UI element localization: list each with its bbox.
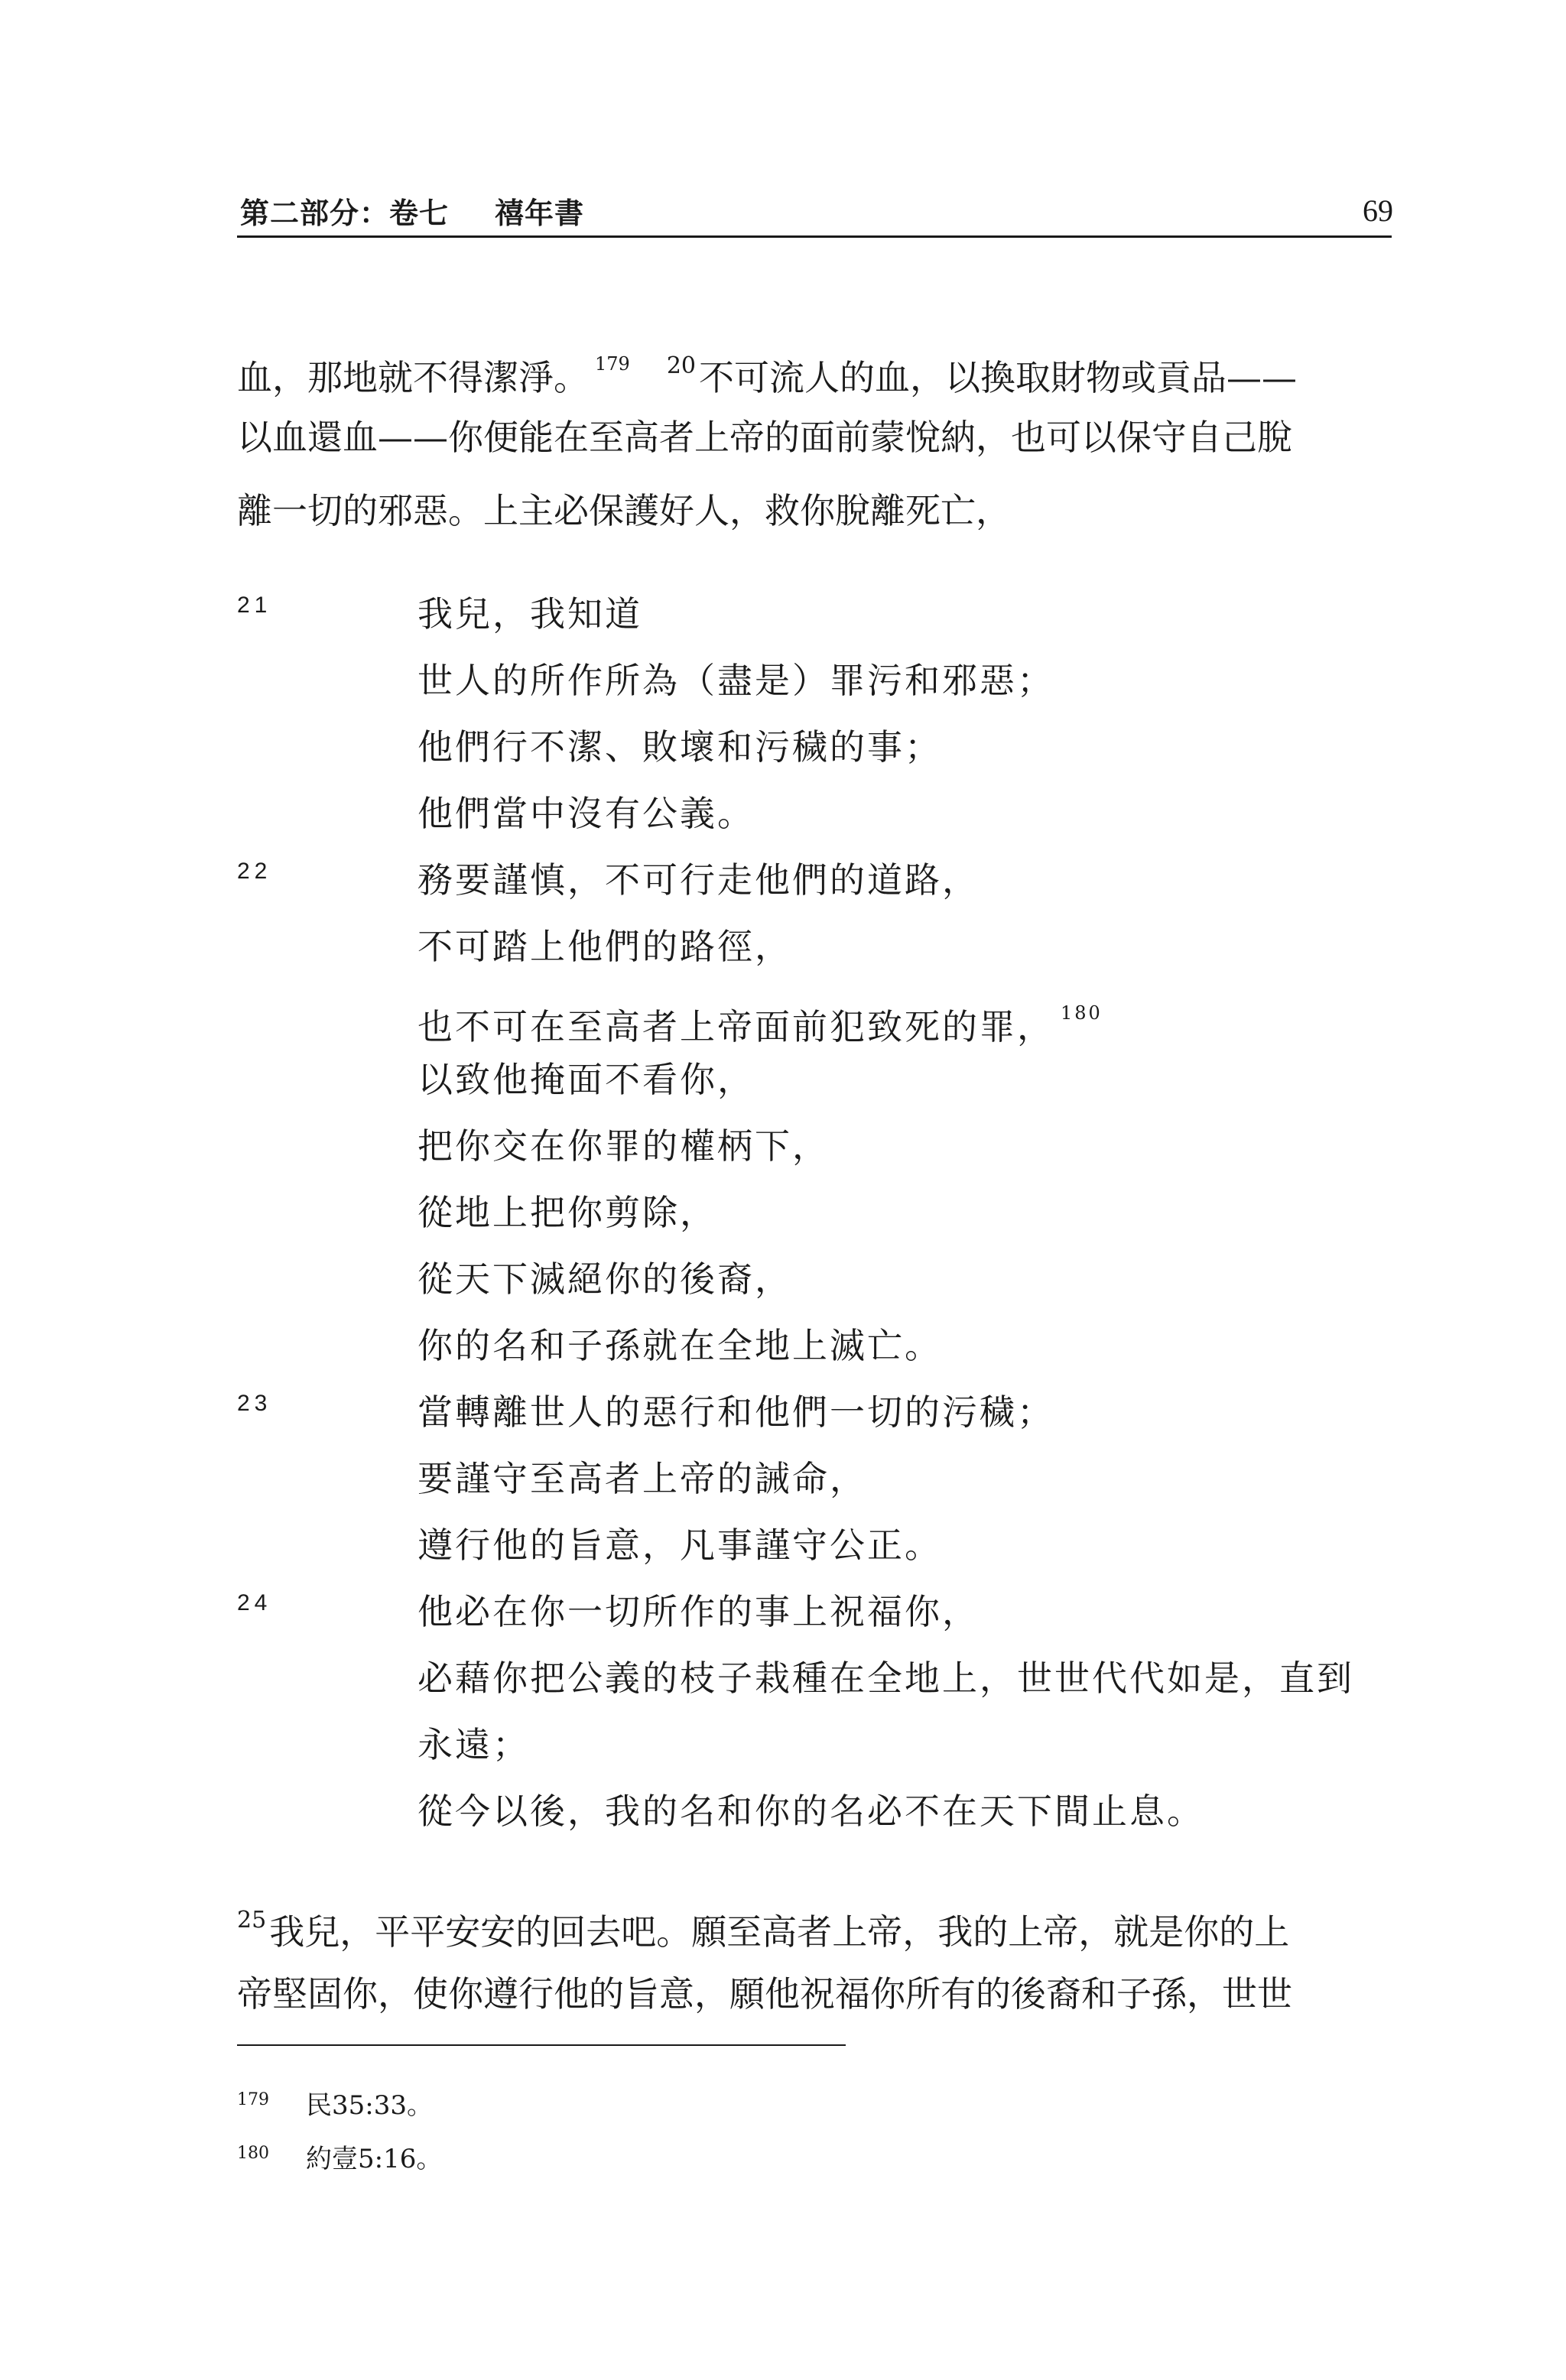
footnote-text: 民35:33。 xyxy=(306,2090,433,2121)
header-title xyxy=(240,190,584,232)
page-number: 69 xyxy=(1363,193,1393,228)
poem-line: 從天下滅絕你的後裔， xyxy=(417,1258,792,1300)
header-rule xyxy=(237,235,1392,238)
poem-line: 24 他必在你一切所作的事上祝福你， xyxy=(237,1579,1392,1645)
footnote-rule xyxy=(237,2044,846,2046)
poem-line: 23 當轉離世人的惡行和他們一切的污穢； xyxy=(237,1379,1392,1446)
paragraph-1 xyxy=(237,327,1392,547)
poem-line: 他們當中沒有公義。 xyxy=(417,793,755,834)
poem-line: 必藉你把公義的枝子栽種在全地上，世世代代如是，直到 xyxy=(417,1658,1354,1699)
poem-line: 從地上把你剪除， xyxy=(417,1192,717,1233)
poem-line: 世人的所作所為（盡是）罪污和邪惡； xyxy=(417,660,1054,701)
poem-line: 也不可在至高者上帝面前犯致死的罪， $^{180}$ xyxy=(417,1002,1103,1047)
header-book: 禧年書 xyxy=(495,196,585,230)
poem-line: 永遠； xyxy=(417,1724,530,1765)
footnote-ref-180: 180 xyxy=(1061,1002,1103,1024)
header-section: 第二部分：卷七 xyxy=(240,196,450,230)
poem-line: 22 務要謹慎，不可行走他們的道路， xyxy=(237,847,1392,914)
verse-number-24: 24 xyxy=(237,1590,272,1615)
poem-line: 他們行不潔、敗壞和污穢的事； xyxy=(417,726,942,768)
footnote-number: 179 xyxy=(237,2090,269,2109)
text-line: 離一切的邪惡。上主必保護好人，救你脫離死亡， xyxy=(237,490,1011,531)
verse-number-21: 21 xyxy=(237,593,272,618)
verse-number-25: 25 xyxy=(237,1907,267,1934)
text-line: 帝堅固你，使你遵行他的旨意，願他祝福你所有的後裔和子孫，世世 xyxy=(237,1973,1292,2015)
poem-line: 你的名和子孫就在全地上滅亡。 xyxy=(417,1325,942,1366)
poem-line: 把你交在你罪的權柄下， xyxy=(417,1125,830,1167)
footnote-179 xyxy=(237,2084,433,2122)
footnote-ref-179: 179 xyxy=(595,353,630,375)
footnote-text: 約壹5:16。 xyxy=(306,2144,443,2174)
poem-line: 21 我兒，我知道 xyxy=(237,581,1392,648)
text-line: 以血還血——你便能在至高者上帝的面前蒙悅納，也可以保守自己脫 xyxy=(237,417,1292,458)
poem-line: 不可踏上他們的路徑， xyxy=(417,926,792,967)
paragraph-2 xyxy=(237,1884,1392,2031)
poem-block xyxy=(237,581,1392,1845)
text-line: 不可流人的血，以換取財物或貢品—— xyxy=(699,357,1297,398)
poem-line: 遵行他的旨意，凡事謹守公正。 xyxy=(417,1524,942,1566)
poem-line: 從今以後，我的名和你的名必不在天下間止息。 xyxy=(417,1791,1204,1832)
text-line: 血，那地就不得潔淨。 xyxy=(237,357,589,398)
text-line: 我兒，平平安安的回去吧。願至高者上帝，我的上帝，就是你的上 xyxy=(269,1911,1290,1953)
poem-line: 以致他掩面不看你， xyxy=(417,1059,755,1100)
verse-number-22: 22 xyxy=(237,859,272,884)
footnote-number: 180 xyxy=(237,2144,269,2163)
verse-number-23: 23 xyxy=(237,1391,272,1416)
poem-line: 要謹守至高者上帝的誡命， xyxy=(417,1458,867,1499)
footnote-180 xyxy=(237,2138,442,2175)
verse-number-20: 20 xyxy=(666,352,696,379)
